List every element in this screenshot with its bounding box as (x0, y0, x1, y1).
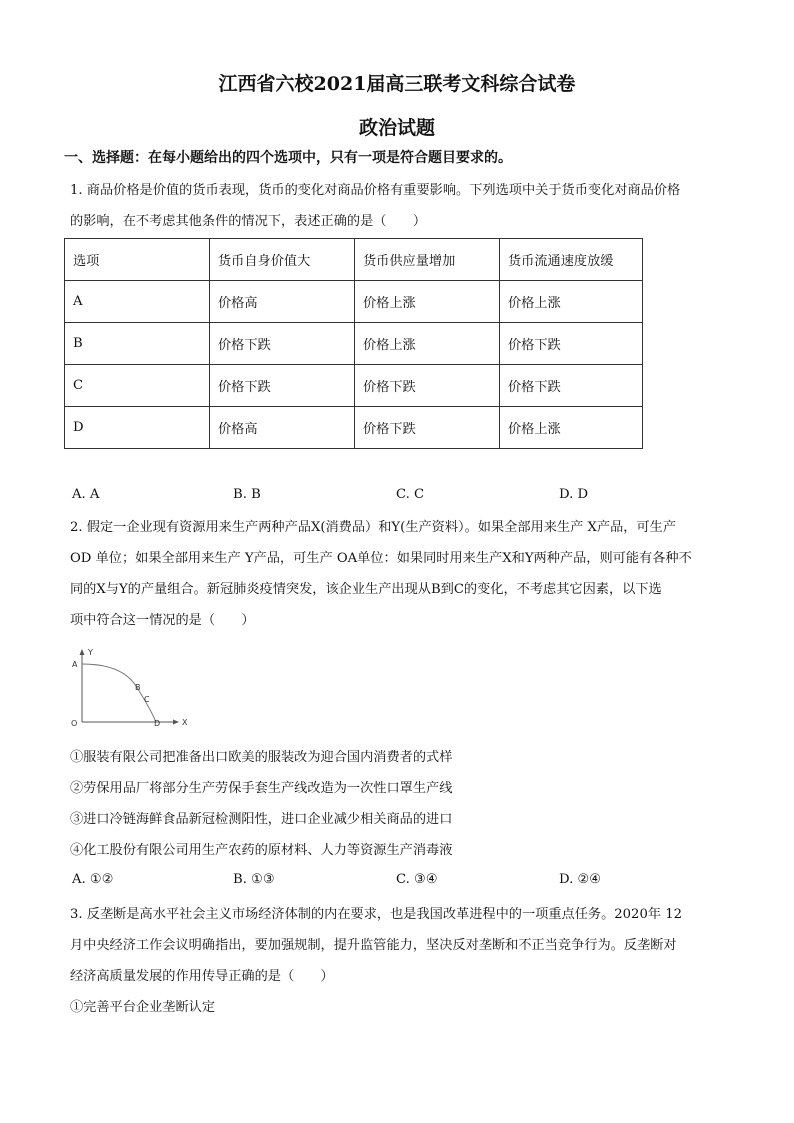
point-d-label: D (154, 719, 161, 728)
production-possibility-figure (66, 646, 196, 730)
q2-stem-line: 2. 假定一企业现有资源用来生产两种产品X(消费品）和Y(生产资料）。如果全部用来生产 X产品，可生产 (70, 520, 677, 535)
table-cell: 价格上涨 (355, 281, 500, 323)
y-axis-label: Y (88, 648, 93, 657)
q1-options-table (64, 238, 643, 449)
q2-statement: ①服装有限公司把准备出口欧美的服装改为迎合国内消费者的式样 (70, 750, 453, 765)
table-cell: 价格下跌 (210, 323, 355, 365)
q2-statement: ②劳保用品厂将部分生产劳保手套生产线改造为一次性口罩生产线 (70, 781, 453, 796)
q3-stem-line: 经济高质量发展的作用传导正确的是（ ） (70, 969, 334, 984)
table-row (65, 323, 643, 365)
table-cell: 价格高 (210, 407, 355, 449)
document-title: 江西省六校2021届高三联考文科综合试卷 (218, 73, 576, 95)
q1-choice-b: B. B (233, 487, 261, 502)
ppf-curve (82, 664, 156, 722)
point-c-label: C (144, 695, 150, 704)
table-cell: 价格下跌 (210, 365, 355, 407)
table-cell: C (65, 365, 210, 407)
q3-statement: ①完善平台企业垄断认定 (70, 1000, 216, 1015)
table-row (65, 281, 643, 323)
table-row (65, 365, 643, 407)
table-cell: A (65, 281, 210, 323)
q2-statement: ④化工股份有限公司用生产农药的原材料、人力等资源生产消毒液 (70, 843, 453, 858)
table-header-cell: 货币供应量增加 (355, 239, 500, 281)
x-axis-label: X (182, 718, 188, 727)
q2-stem-line: 同的X与Y的产量组合。新冠肺炎疫情突发，该企业生产出现从B到C的变化，不考虑其它因素，以下选 (70, 582, 662, 597)
q1-choice-a: A. A (72, 487, 100, 502)
table-cell: B (65, 323, 210, 365)
table-cell: 价格下跌 (500, 323, 643, 365)
q2-stem-line: OD 单位；如果全部用来生产 Y产品，可生产 OA单位：如果同时用来生产X和Y两种产品，则可能有各种不 (70, 551, 692, 566)
table-header-cell: 选项 (65, 239, 210, 281)
q1-choice-d: D. D (559, 487, 589, 502)
table-cell: 价格上涨 (500, 281, 643, 323)
table-cell: 价格下跌 (500, 365, 643, 407)
table-cell: 价格上涨 (500, 407, 643, 449)
table-row (65, 407, 643, 449)
origin-label: O (71, 719, 78, 728)
q2-choice-c: C. ③④ (396, 872, 438, 887)
table-header-cell: 货币流通速度放缓 (500, 239, 643, 281)
table-header-cell: 货币自身价值大 (210, 239, 355, 281)
table-header-row (65, 239, 643, 281)
q2-choice-a: A. ①② (72, 872, 114, 887)
q2-statement: ③进口冷链海鲜食品新冠检测阳性，进口企业减少相关商品的进口 (70, 812, 453, 827)
q1-stem-line: 的影响，在不考虑其他条件的情况下，表述正确的是（ ） (70, 214, 427, 229)
x-axis-arrow (173, 720, 179, 725)
table-cell: 价格下跌 (355, 407, 500, 449)
section-heading: 一、选择题：在每小题给出的四个选项中，只有一项是符合题目要求的。 (64, 150, 512, 166)
q2-choice-d: D. ②④ (559, 872, 602, 887)
table-cell: D (65, 407, 210, 449)
point-b-label: B (135, 683, 141, 692)
q1-choice-c: C. C (396, 487, 425, 502)
q1-stem-line: 1. 商品价格是价值的货币表现，货币的变化对商品价格有重要影响。下列选项中关于货币变化对商品价格 (70, 183, 681, 198)
table-cell: 价格上涨 (355, 323, 500, 365)
document-subtitle: 政治试题 (358, 117, 435, 139)
q2-stem-line: 项中符合这一情况的是（ ） (70, 613, 255, 628)
y-axis-arrow (80, 649, 85, 655)
q2-choice-b: B. ①③ (233, 872, 275, 887)
table-cell: 价格高 (210, 281, 355, 323)
q3-stem-line: 3. 反垄断是高水平社会主义市场经济体制的内在要求，也是我国改革进程中的一项重点任务。2020年 12 (70, 907, 682, 922)
table-cell: 价格下跌 (355, 365, 500, 407)
q3-stem-line: 月中央经济工作会议明确指出，要加强规制，提升监管能力，坚决反对垄断和不正当竞争行为。反垄断对 (70, 938, 677, 953)
point-a-label: A (72, 660, 78, 669)
